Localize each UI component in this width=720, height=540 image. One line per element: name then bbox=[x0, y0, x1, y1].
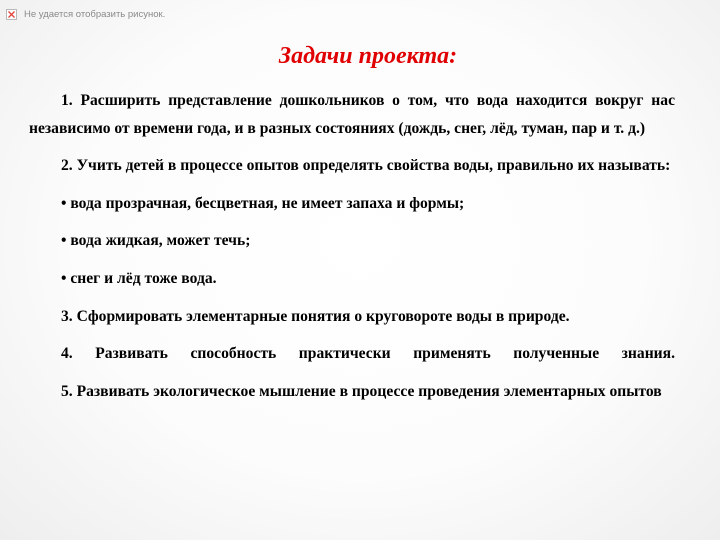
broken-image-text: Не удается отобразить рисунок. bbox=[24, 8, 166, 20]
task-item-1: 1. Расширить представление дошкольников о том, что вода находится вокруг нас независимо от времени года, и в разных состояниях (дождь, снег, лёд, туман, пар и т. д.) bbox=[29, 92, 675, 137]
broken-image-icon bbox=[6, 9, 17, 20]
slide-title: Задачи проекта: bbox=[278, 43, 458, 69]
task-item-5: 5. Развивать экологическое мышление в процессе проведения элементарных опытов bbox=[61, 382, 662, 400]
task-item-4: 4. Развивать способность практически применять полученные знания. bbox=[61, 345, 675, 363]
bullet-item-2: • вода жидкая, может течь; bbox=[61, 232, 251, 250]
task-item-2: 2. Учить детей в процессе опытов определять свойства воды, правильно их называть: bbox=[61, 157, 671, 175]
broken-image-placeholder bbox=[6, 6, 165, 22]
task-item-3: 3. Сформировать элементарные понятия о круговороте воды в природе. bbox=[61, 307, 570, 325]
bullet-item-1: • вода прозрачная, бесцветная, не имеет запаха и формы; bbox=[61, 194, 465, 212]
task-list bbox=[29, 87, 675, 415]
bullet-item-3: • снег и лёд тоже вода. bbox=[61, 269, 217, 287]
